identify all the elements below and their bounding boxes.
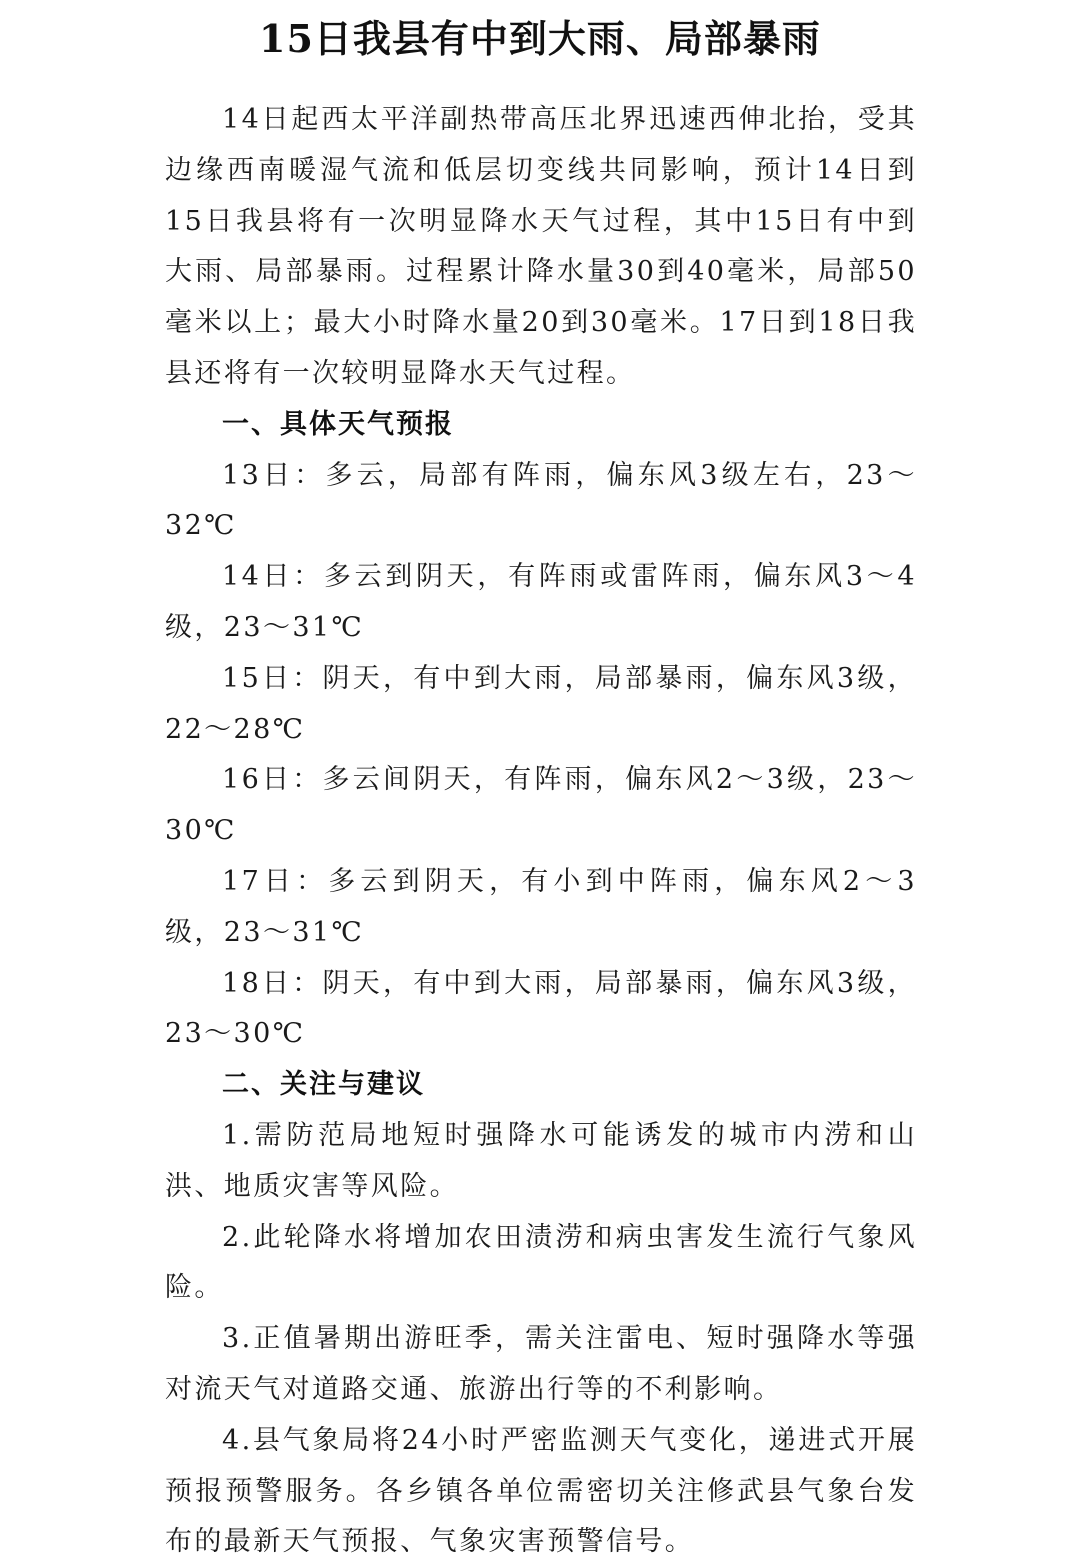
forecast-day-18: 18日：阴天，有中到大雨，局部暴雨，偏东风3级，23～30℃ bbox=[165, 967, 917, 1050]
advice-item-4: 4.县气象局将24小时严密监测天气变化，递进式开展预报预警服务。各乡镇各单位需密切关注修武县气象台发布的最新天气预报、气象灾害预警信号。 bbox=[165, 1424, 917, 1558]
advice-item-2: 2.此轮降水将增加农田渍涝和病虫害发生流行气象风险。 bbox=[165, 1221, 917, 1304]
section-heading-advice: 二、关注与建议 bbox=[222, 1069, 425, 1101]
forecast-day-13: 13日：多云，局部有阵雨，偏东风3级左右，23～32℃ bbox=[165, 459, 917, 542]
intro-paragraph: 14日起西太平洋副热带高压北界迅速西伸北抬，受其边缘西南暖湿气流和低层切变线共同影响，预计14日到15日我县将有一次明显降水天气过程，其中15日有中到大雨、局部暴雨。过程累计降水量30到40毫米，局部50毫米以上；最大小时降水量20到30毫米。17日到18日我县还将有一次较明显降水天气过程。 bbox=[165, 104, 917, 389]
document-body bbox=[165, 95, 917, 1568]
document-title: 15日我县有中到大雨、局部暴雨 bbox=[259, 16, 821, 61]
advice-item-1: 1.需防范局地短时强降水可能诱发的城市内涝和山洪、地质灾害等风险。 bbox=[165, 1119, 917, 1202]
forecast-day-17: 17日：多云到阴天，有小到中阵雨，偏东风2～3级，23～31℃ bbox=[165, 865, 917, 948]
section-heading-forecast: 一、具体天气预报 bbox=[222, 408, 454, 440]
forecast-day-16: 16日：多云间阴天，有阵雨，偏东风2～3级，23～30℃ bbox=[165, 764, 917, 847]
forecast-day-15: 15日：阴天，有中到大雨，局部暴雨，偏东风3级，22～28℃ bbox=[165, 662, 917, 745]
forecast-day-14: 14日：多云到阴天，有阵雨或雷阵雨，偏东风3～4级，23～31℃ bbox=[165, 561, 917, 643]
advice-item-3: 3.正值暑期出游旺季，需关注雷电、短时强降水等强对流天气对道路交通、旅游出行等的不利影响。 bbox=[165, 1323, 917, 1405]
